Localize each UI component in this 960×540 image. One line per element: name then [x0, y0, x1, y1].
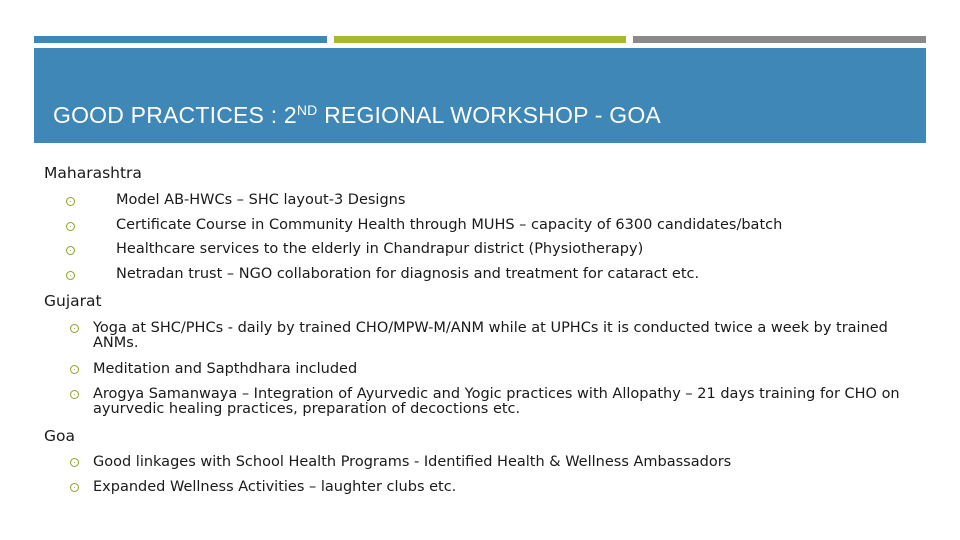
- bullet-icon: [70, 483, 79, 492]
- section-heading-maharashtra: Maharashtra: [44, 164, 142, 182]
- accent-bar-gray: [633, 36, 926, 43]
- accent-bar-green: [334, 36, 626, 43]
- bullet-icon: [70, 390, 79, 399]
- accent-bar-blue: [34, 36, 327, 43]
- bullet-icon: [70, 365, 79, 374]
- bullet-icon: [70, 324, 79, 333]
- section-heading-goa: Goa: [44, 427, 75, 445]
- bullet-icon: [66, 222, 75, 231]
- title-banner: [34, 48, 926, 143]
- bullet-icon: [70, 458, 79, 467]
- slide-title: GOOD PRACTICES : 2ND REGIONAL WORKSHOP - GOA: [53, 102, 661, 128]
- bullet-icon: [66, 271, 75, 280]
- bullet-icon: [66, 246, 75, 255]
- bullet-icon: [66, 197, 75, 206]
- section-heading-gujarat: Gujarat: [44, 292, 102, 310]
